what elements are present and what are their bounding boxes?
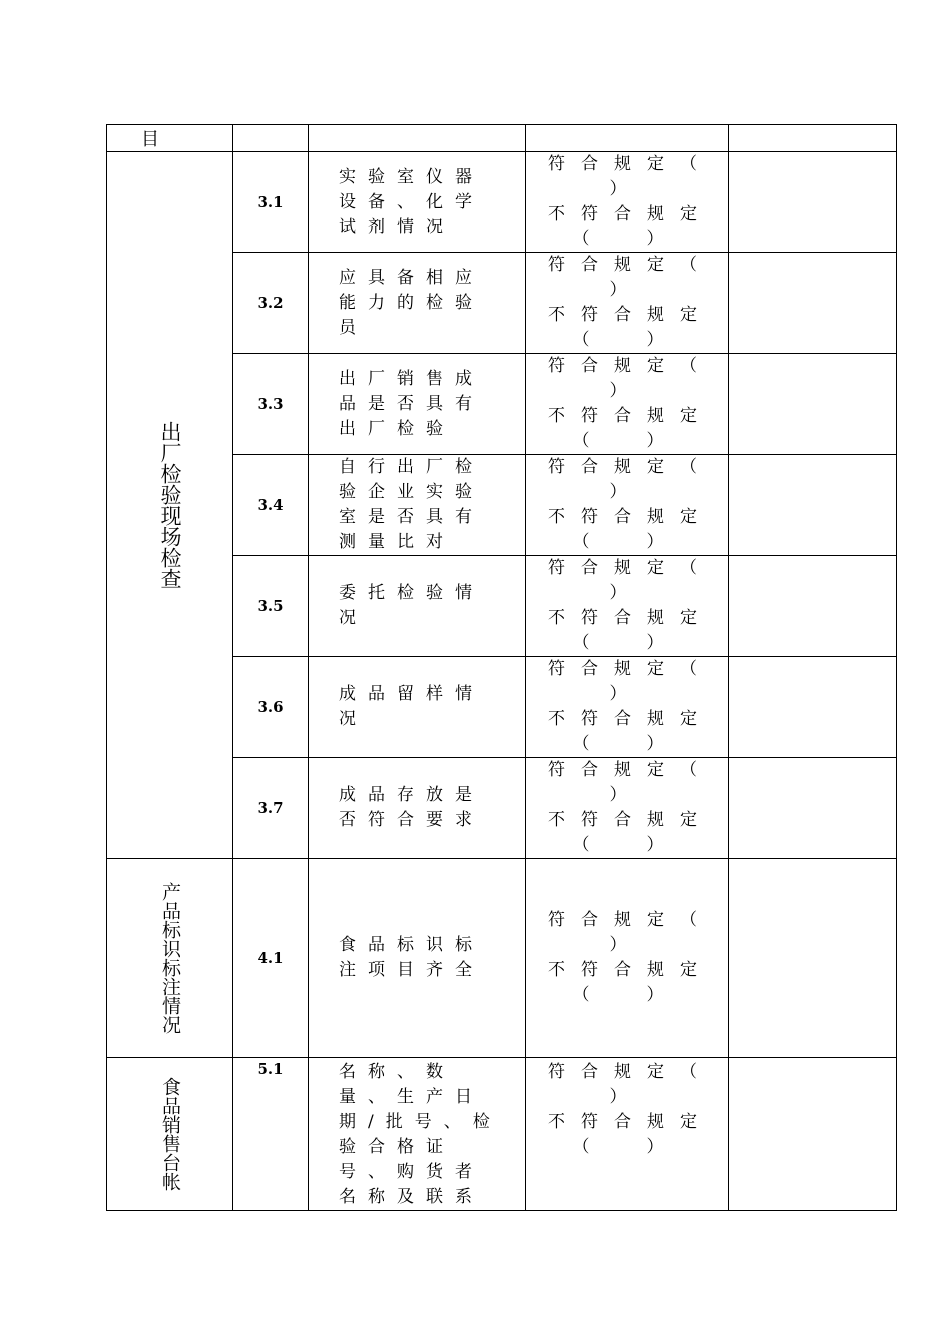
- nonconform-option: 不符合规定: [548, 1112, 713, 1132]
- result-cell: [526, 152, 729, 253]
- nonconform-option: 不符合规定: [548, 204, 713, 224]
- nonconform-parens: （ ）: [572, 229, 684, 249]
- item-number: 3.3: [233, 354, 309, 455]
- conform-option: 符合规定（: [548, 457, 713, 477]
- result-cell: [526, 859, 729, 1058]
- conform-close: ）: [609, 482, 647, 502]
- result-header-cell: [526, 125, 729, 152]
- item-description: 食品标识标 注项目齐全: [309, 859, 526, 1058]
- note-cell: [729, 455, 897, 556]
- note-cell: [729, 253, 897, 354]
- item-number: 5.1: [233, 1058, 309, 1211]
- number-header-cell: [233, 125, 309, 152]
- category-label: 食品销售台帐: [159, 1077, 181, 1191]
- note-cell: [729, 556, 897, 657]
- nonconform-option: 不符合规定: [548, 709, 713, 729]
- nonconform-option: 不符合规定: [548, 507, 713, 527]
- conform-close: ）: [609, 583, 647, 603]
- category-label: 产品标识标注情况: [159, 882, 181, 1034]
- item-header-cell: [309, 125, 526, 152]
- note-cell: [729, 1058, 897, 1211]
- conform-close: ）: [609, 684, 647, 704]
- result-cell: [526, 455, 729, 556]
- result-cell: [526, 354, 729, 455]
- nonconform-option: 不符合规定: [548, 960, 713, 980]
- table-row: [107, 152, 897, 253]
- result-cell: [526, 1058, 729, 1211]
- note-cell: [729, 657, 897, 758]
- item-description: 实验室仪器 设备、化学 试剂情况: [309, 152, 526, 253]
- nonconform-parens: （ ）: [572, 1137, 684, 1157]
- conform-option: 符合规定（: [548, 659, 713, 679]
- nonconform-option: 不符合规定: [548, 608, 713, 628]
- item-description: 名称、数 量、生产日 期/批号、检 验合格证 号、购货者 名称及联系: [309, 1058, 526, 1211]
- item-description: 委托检验情 况: [309, 556, 526, 657]
- item-description: 成品存放是 否符合要求: [309, 758, 526, 859]
- conform-close: ）: [609, 280, 647, 300]
- conform-option: 符合规定（: [548, 760, 713, 780]
- category-label: 出厂检验现场检查: [158, 421, 182, 589]
- item-description: 自行出厂检 验企业实验 室是否具有 测量比对: [309, 455, 526, 556]
- inspection-table: [106, 124, 897, 1211]
- note-cell: [729, 354, 897, 455]
- table-header-row: [107, 125, 897, 152]
- conform-option: 符合规定（: [548, 255, 713, 275]
- item-number: 3.6: [233, 657, 309, 758]
- item-number: 4.1: [233, 859, 309, 1058]
- conform-option: 符合规定（: [548, 558, 713, 578]
- item-number: 3.2: [233, 253, 309, 354]
- note-cell: [729, 758, 897, 859]
- nonconform-option: 不符合规定: [548, 810, 713, 830]
- conform-close: ）: [609, 381, 647, 401]
- item-number: 3.5: [233, 556, 309, 657]
- table-row: [107, 859, 897, 1058]
- nonconform-parens: （ ）: [572, 431, 684, 451]
- table-row: [107, 1058, 897, 1211]
- category-cell: [107, 152, 233, 859]
- nonconform-option: 不符合规定: [548, 406, 713, 426]
- result-cell: [526, 657, 729, 758]
- item-description: 应具备相应 能力的检验 员: [309, 253, 526, 354]
- conform-option: 符合规定（: [548, 1062, 713, 1082]
- note-cell: [729, 152, 897, 253]
- category-header-cell: 目: [107, 125, 233, 152]
- item-number: 3.4: [233, 455, 309, 556]
- nonconform-parens: （ ）: [572, 835, 684, 855]
- nonconform-parens: （ ）: [572, 734, 684, 754]
- item-description: 出厂销售成 品是否具有 出厂检验: [309, 354, 526, 455]
- conform-close: ）: [609, 935, 647, 955]
- conform-close: ）: [609, 785, 647, 805]
- conform-option: 符合规定（: [548, 154, 713, 174]
- result-cell: [526, 253, 729, 354]
- note-cell: [729, 859, 897, 1058]
- nonconform-parens: （ ）: [572, 330, 684, 350]
- nonconform-parens: （ ）: [572, 633, 684, 653]
- item-description: 成品留样情 况: [309, 657, 526, 758]
- nonconform-parens: （ ）: [572, 532, 684, 552]
- category-cell: [107, 859, 233, 1058]
- note-header-cell: [729, 125, 897, 152]
- conform-option: 符合规定（: [548, 910, 713, 930]
- nonconform-parens: （ ）: [572, 985, 684, 1005]
- conform-close: ）: [609, 1087, 647, 1107]
- conform-option: 符合规定（: [548, 356, 713, 376]
- conform-close: ）: [609, 179, 647, 199]
- item-number: 3.1: [233, 152, 309, 253]
- category-cell: [107, 1058, 233, 1211]
- result-cell: [526, 758, 729, 859]
- nonconform-option: 不符合规定: [548, 305, 713, 325]
- result-cell: [526, 556, 729, 657]
- item-number: 3.7: [233, 758, 309, 859]
